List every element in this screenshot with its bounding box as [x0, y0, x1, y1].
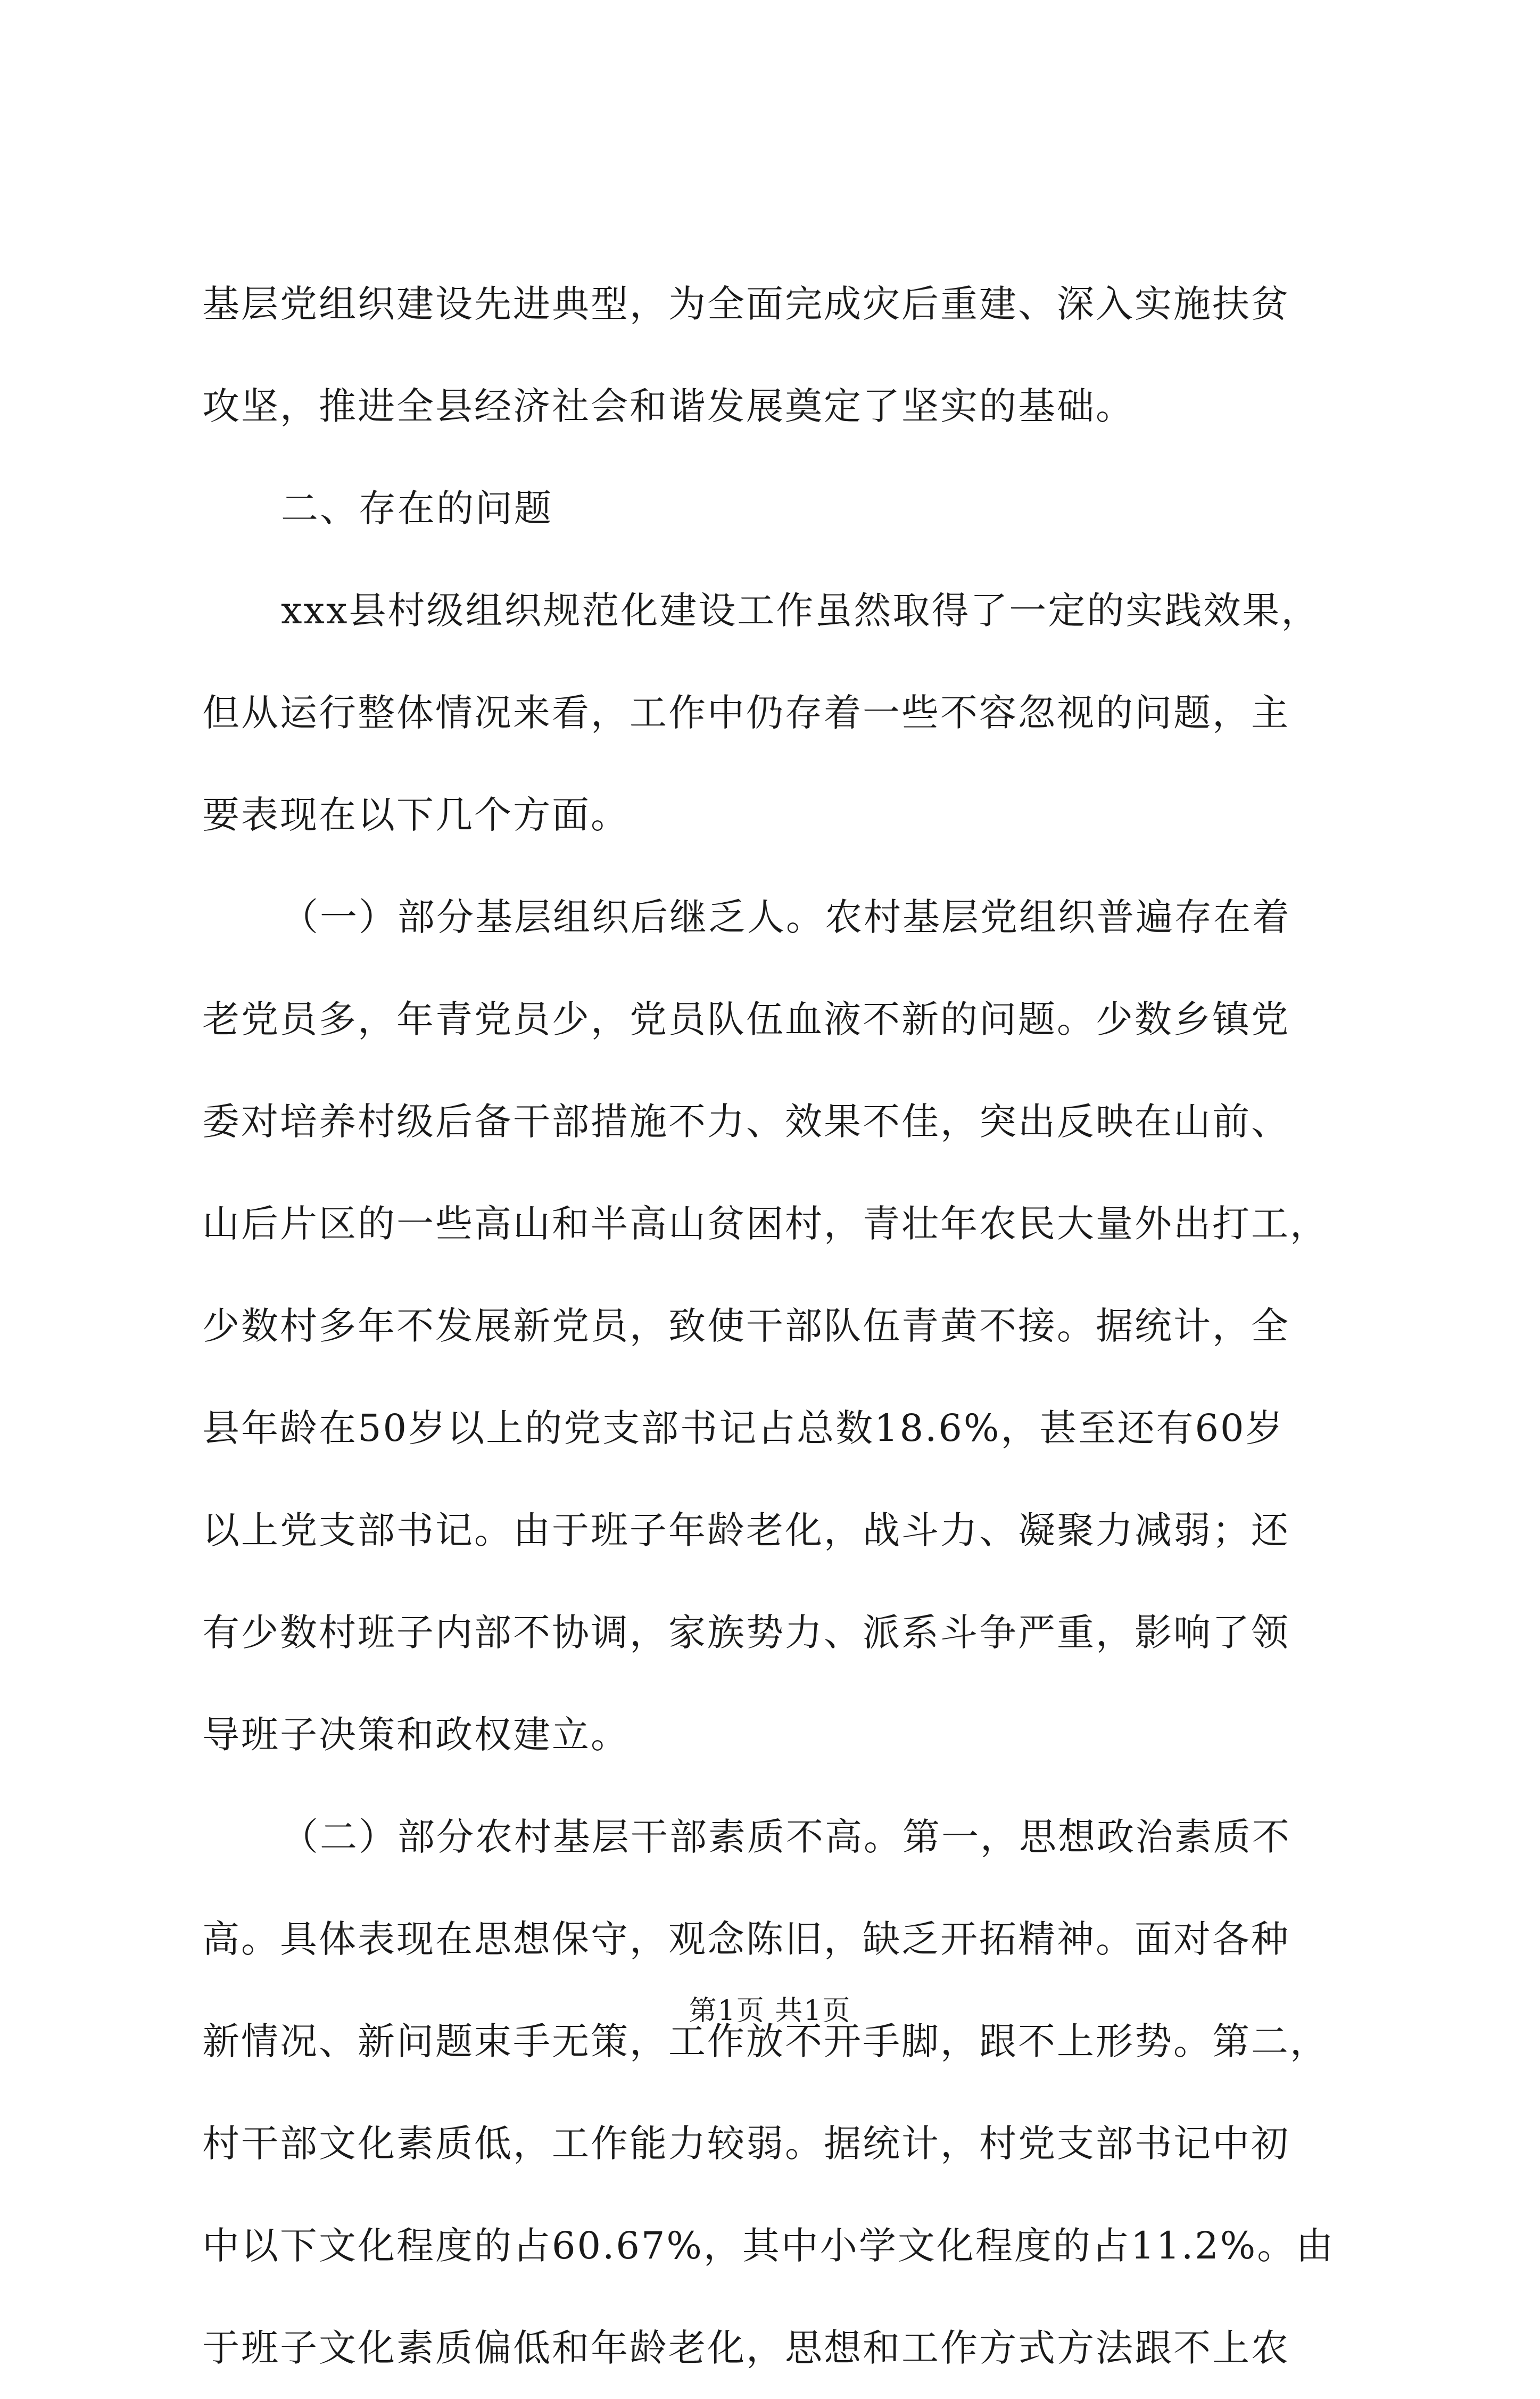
page-footer: 第1页 共1页 [689, 1995, 851, 2027]
text-line: 高。具体表现在思想保守，观念陈旧，缺乏开拓精神。面对各种 [202, 1917, 1290, 1961]
text-line: 于班子文化素质偏低和年龄老化，思想和工作方式方法跟不上农 [202, 2326, 1290, 2370]
text-line: （二）部分农村基层干部素质不高。第一，思想政治素质不 [281, 1815, 1291, 1859]
text-line: 县年龄在50岁以上的党支部书记占总数18.6%，甚至还有60岁 [202, 1406, 1285, 1450]
text-line: 导班子决策和政权建立。 [202, 1713, 630, 1757]
text-line: 但从运行整体情况来看，工作中仍存着一些不容忽视的问题，主 [202, 691, 1290, 735]
text-line: 山后片区的一些高山和半高山贫困村，青壮年农民大量外出打工， [202, 1202, 1329, 1246]
text-line: 以上党支部书记。由于班子年龄老化，战斗力、凝聚力减弱；还 [202, 1508, 1290, 1552]
document-body [202, 253, 1346, 2399]
text-line: 基层党组织建设先进典型，为全面完成灾后重建、深入实施扶贫 [202, 282, 1290, 326]
text-line: xxx县村级组织规范化建设工作虽然取得了一定的实践效果， [281, 589, 1320, 632]
text-line: 委对培养村级后备干部措施不力、效果不佳，突出反映在山前、 [202, 1100, 1290, 1143]
text-line: 少数村多年不发展新党员，致使干部队伍青黄不接。据统计，全 [202, 1304, 1290, 1348]
text-line: 攻坚，推进全县经济社会和谐发展奠定了坚实的基础。 [202, 384, 1135, 428]
text-line: 要表现在以下几个方面。 [202, 793, 630, 837]
text-line: 新情况、新问题束手无策，工作放不开手脚，跟不上形势。第二， [202, 2019, 1329, 2063]
text-line: （一）部分基层组织后继乏人。农村基层党组织普遍存在着 [281, 895, 1291, 939]
section-heading: 二、存在的问题 [281, 487, 553, 530]
text-line: 有少数村班子内部不协调，家族势力、派系斗争严重，影响了领 [202, 1611, 1290, 1654]
text-line: 老党员多，年青党员少，党员队伍血液不新的问题。少数乡镇党 [202, 997, 1290, 1041]
text-line: 中以下文化程度的占60.67%，其中小学文化程度的占11.2%。由 [202, 2224, 1335, 2268]
text-line: 村干部文化素质低，工作能力较弱。据统计，村党支部书记中初 [202, 2122, 1290, 2165]
